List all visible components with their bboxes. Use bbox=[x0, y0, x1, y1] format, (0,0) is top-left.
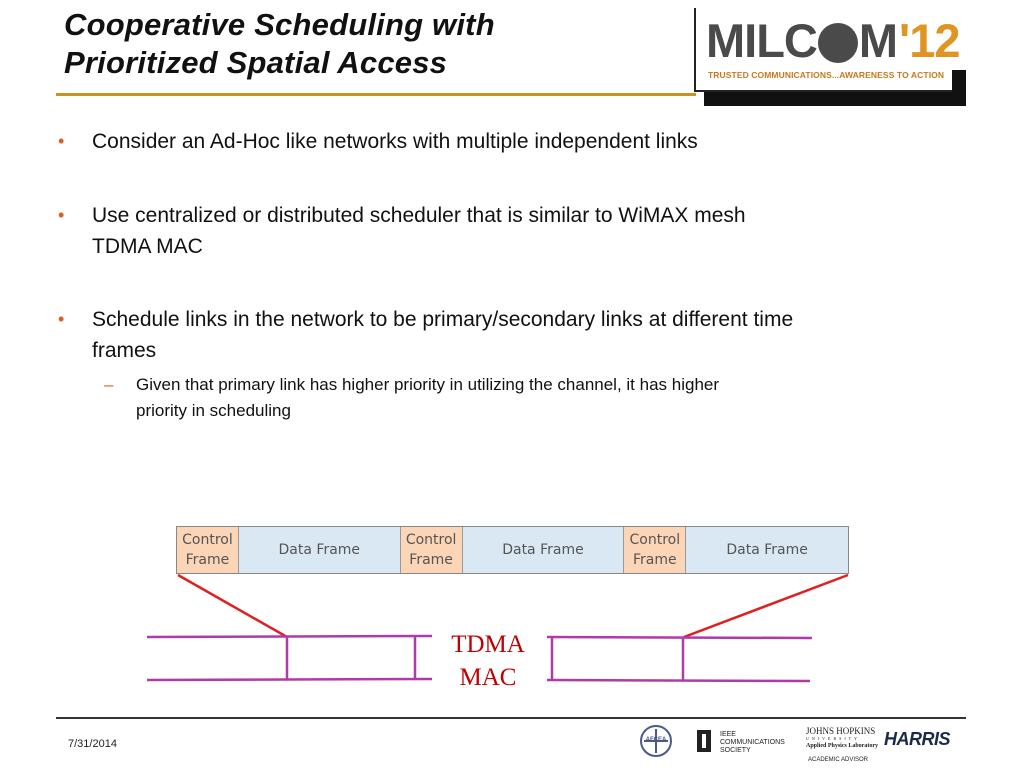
jhu-name: JOHNS HOPKINS bbox=[806, 726, 876, 736]
bullet-marker: • bbox=[58, 131, 65, 151]
bullet-text-line-1: Use centralized or distributed scheduler that is similar to WiMAX mesh bbox=[92, 204, 746, 227]
tdma-mac-label bbox=[436, 628, 540, 694]
timeline-bottom-right bbox=[547, 680, 810, 681]
frame-label-line-1: Control bbox=[629, 532, 681, 548]
bullet-text-line-1: Schedule links in the network to be primary/secondary links at different time bbox=[92, 308, 794, 331]
frame-label: Data Frame bbox=[726, 542, 808, 558]
tdma-label-line-2: MAC bbox=[459, 664, 517, 691]
frame-label: Data Frame bbox=[278, 542, 361, 558]
frame-label-line-1: Control bbox=[405, 532, 457, 548]
frame-label-line-1: Control bbox=[182, 532, 233, 548]
logo-tagline: TRUSTED COMMUNICATIONS...AWARENESS TO ACTION bbox=[708, 70, 945, 80]
sub-bullet-text-line-1: Given that primary link has higher priority in utilizing the channel, it has higher bbox=[136, 375, 720, 394]
frame-label-line-2: Frame bbox=[185, 552, 230, 568]
harris-logo: HARRIS bbox=[884, 729, 951, 749]
bullet-marker: • bbox=[58, 309, 65, 329]
bullet-text-line-2: frames bbox=[92, 339, 157, 362]
timeline-bottom-left bbox=[147, 679, 432, 680]
frame-label: Data Frame bbox=[502, 542, 584, 558]
jhu-apl: Applied Physics Laboratory bbox=[806, 743, 879, 749]
zoom-connector-left bbox=[178, 575, 287, 637]
bullet-text-line-2: TDMA MAC bbox=[92, 235, 203, 258]
slide-title-line-2: Prioritized Spatial Access bbox=[64, 45, 448, 80]
jhu-apl-logo bbox=[806, 726, 878, 750]
afcea-logo-text: AFCEA bbox=[645, 737, 667, 743]
zoom-connector-right bbox=[684, 575, 848, 637]
timeline-top-right bbox=[547, 637, 812, 638]
footer-divider bbox=[56, 717, 966, 719]
ieee-icon bbox=[697, 730, 711, 752]
bullet-text: Consider an Ad-Hoc like networks with multiple independent links bbox=[92, 130, 698, 153]
jhu-academic-advisor: ACADEMIC ADVISOR bbox=[808, 757, 869, 763]
bullet-marker: • bbox=[58, 205, 65, 225]
frame-label-line-2: Frame bbox=[409, 552, 453, 568]
sub-bullet-marker: – bbox=[104, 375, 114, 394]
logo-text-milc: MILC bbox=[706, 14, 817, 67]
logo-text-m: M bbox=[858, 14, 898, 67]
ieee-comsoc-logo-text: IEEE COMMUNICATIONS SOCIETY bbox=[720, 731, 785, 754]
frame-label-line-2: Frame bbox=[632, 552, 677, 568]
footer-date: 7/31/2014 bbox=[68, 738, 117, 750]
sub-bullet-text-line-2: priority in scheduling bbox=[136, 401, 291, 420]
timeline-top-left bbox=[147, 636, 432, 637]
tdma-label-line-1: TDMA bbox=[451, 631, 525, 658]
slide-title-line-1: Cooperative Scheduling with bbox=[64, 7, 495, 42]
jhu-university: UNIVERSITY bbox=[806, 736, 860, 741]
logo-year: '12 bbox=[899, 14, 960, 67]
